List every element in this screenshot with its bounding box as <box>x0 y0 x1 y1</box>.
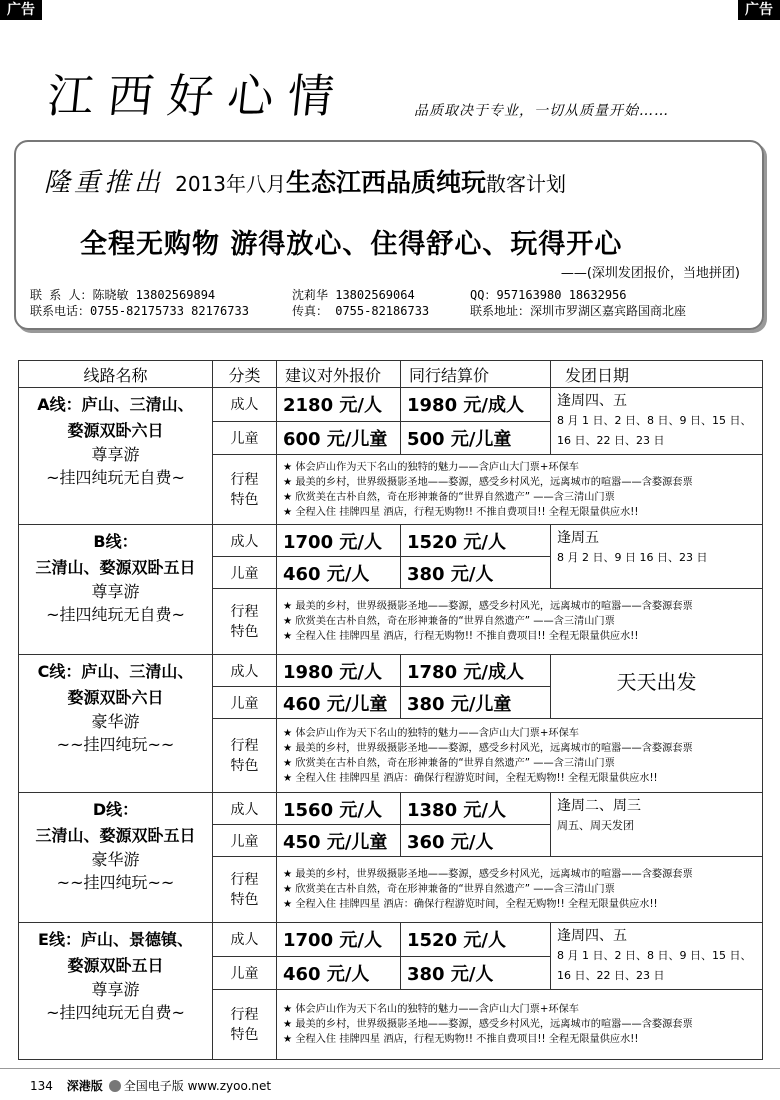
promo-suffix: 散客计划 <box>486 172 567 196</box>
promo-year: 2013年八月 <box>175 172 287 196</box>
child-retail-price: 460 元/人 <box>277 557 401 589</box>
feature-item: ★ 最美的乡村，世界级摄影圣地——婺源，感受乡村风光，远离城市的喧嚣——含婺源套票 <box>283 601 693 612</box>
adult-settle-price: 1980 元/成人 <box>401 388 551 422</box>
feature-label-text: 行程 特色 <box>230 603 259 640</box>
feature-item: ★ 最美的乡村，世界级摄影圣地——婺源，感受乡村风光，远离城市的喧嚣——含婺源套票 <box>283 742 693 754</box>
route-row-adult <box>19 793 763 825</box>
category-child: 儿童 <box>213 687 277 719</box>
promo-title: 生态江西品质纯玩 <box>286 168 487 197</box>
feature-list <box>277 589 763 655</box>
contact-fax: 传真： 0755-82186733 <box>292 304 430 318</box>
feature-item: ★ 欣赏美在古朴自然，奇在形神兼备的“世界自然遗产” ——含三清山门票 <box>283 757 615 769</box>
contact-phone: 联系电话：0755-82175733 82176733 <box>30 304 249 318</box>
feature-item: ★ 体会庐山作为天下名山的独特的魅力——含庐山大门票+环保车 <box>283 1004 579 1015</box>
feature-item: ★ 全程入住 挂牌四星 酒店，行程无购物!! 不推自费项目!! 全程无限量供应水!! <box>283 506 639 518</box>
feature-item: ★ 体会庐山作为天下名山的独特的魅力——含庐山大门票+环保车 <box>283 461 579 473</box>
feature-label-text: 行程 特色 <box>230 1006 259 1043</box>
departure-cell <box>551 923 763 990</box>
departure-dates: 8 月 1 日、2 日、8 日、9 日、15 日、16 日、22 日、23 日 <box>557 414 752 447</box>
feature-item: ★ 体会庐山作为天下名山的独特的魅力——含庐山大门票+环保车 <box>283 727 579 739</box>
feature-list <box>277 455 763 525</box>
promo-headline: 全程无购物 游得放心、住得舒心、玩得开心 <box>80 229 623 260</box>
route-row-adult <box>19 655 763 687</box>
feature-label <box>213 857 277 923</box>
feature-item: ★ 最美的乡村，世界级摄影圣地——婺源，感受乡村风光，远离城市的喧嚣——含婺源套票 <box>283 1019 693 1030</box>
departure-cell <box>551 388 763 455</box>
category-adult: 成人 <box>213 388 277 422</box>
category-adult: 成人 <box>213 923 277 957</box>
category-child: 儿童 <box>213 956 277 990</box>
route-type: 豪华游 <box>91 712 140 731</box>
category-child: 儿童 <box>213 825 277 857</box>
route-tagline: ~挂四纯玩无自费~ <box>46 468 185 487</box>
adult-settle-price: 1780 元/成人 <box>401 655 551 687</box>
logo-icon <box>109 1080 121 1092</box>
route-type: 尊享游 <box>91 445 140 464</box>
header-route: 线路名称 <box>19 361 213 388</box>
feature-item: ★ 全程入住 挂牌四星 酒店，行程无购物!! 不推自费项目!! 全程无限量供应水!! <box>283 1034 639 1045</box>
route-tagline: ~挂四纯玩无自费~ <box>46 1003 185 1022</box>
departure-dates: 8 月 1 日、2 日、8 日、9 日、15 日、16 日、22 日、23 日 <box>557 949 752 982</box>
promo-box <box>14 140 764 330</box>
feature-label <box>213 990 277 1060</box>
feature-label <box>213 589 277 655</box>
feature-item: ★ 全程入住 挂牌四星 酒店，行程无购物!! 不推自费项目!! 全程无限量供应水!! <box>283 631 639 642</box>
ad-tag-left: 广告 <box>0 0 42 20</box>
adult-settle-price: 1520 元/人 <box>401 525 551 557</box>
feature-label-text: 行程 特色 <box>230 737 259 774</box>
footer-divider <box>0 1068 780 1069</box>
feature-item: ★ 全程入住 挂牌四星 酒店：确保行程游览时间，全程无购物!! 全程无限量供应水!! <box>283 899 658 910</box>
category-child: 儿童 <box>213 421 277 455</box>
route-name-cell <box>19 388 213 525</box>
departure-cell <box>551 793 763 857</box>
feature-label <box>213 455 277 525</box>
adult-retail-price: 2180 元/人 <box>277 388 401 422</box>
child-retail-price: 460 元/人 <box>277 956 401 990</box>
route-name-cell <box>19 793 213 923</box>
feature-item: ★ 最美的乡村，世界级摄影圣地——婺源，感受乡村风光，远离城市的喧嚣——含婺源套票 <box>283 869 693 880</box>
header-departure: 发团日期 <box>551 361 763 388</box>
edition-label: 深港版 <box>66 1079 103 1093</box>
table-header-row <box>19 361 763 388</box>
child-retail-price: 460 元/儿童 <box>277 687 401 719</box>
adult-retail-price: 1560 元/人 <box>277 793 401 825</box>
header-settle-price: 同行结算价 <box>401 361 551 388</box>
child-retail-price: 600 元/儿童 <box>277 421 401 455</box>
route-name: B线： 三清山、婺源双卧五日 <box>35 532 196 577</box>
page-footer <box>30 1077 271 1094</box>
route-tagline: ~~挂四纯玩~~ <box>56 873 175 892</box>
route-row-adult <box>19 923 763 957</box>
route-type: 豪华游 <box>91 850 140 869</box>
child-settle-price: 380 元/人 <box>401 557 551 589</box>
departure-days: 逢周五 <box>557 530 599 546</box>
route-name-cell <box>19 655 213 793</box>
child-settle-price: 500 元/儿童 <box>401 421 551 455</box>
contact-qq: QQ：957163980 18632956 <box>470 288 627 302</box>
category-adult: 成人 <box>213 793 277 825</box>
feature-list <box>277 990 763 1060</box>
route-name-cell <box>19 923 213 1060</box>
contact-person-1: 联 系 人：陈晓敏 13802569894 <box>30 288 216 302</box>
child-settle-price: 380 元/儿童 <box>401 687 551 719</box>
promo-lead: 隆重推出 <box>44 168 165 198</box>
feature-item: ★ 欣赏美在古朴自然，奇在形神兼备的“世界自然遗产” ——含三清山门票 <box>283 491 615 503</box>
feature-item: ★ 欣赏美在古朴自然，奇在形神兼备的“世界自然遗产” ——含三清山门票 <box>283 884 615 895</box>
adult-retail-price: 1980 元/人 <box>277 655 401 687</box>
feature-label-text: 行程 特色 <box>230 871 259 908</box>
header-retail-price: 建议对外报价 <box>277 361 401 388</box>
category-child: 儿童 <box>213 557 277 589</box>
feature-item: ★ 最美的乡村，世界级摄影圣地——婺源，感受乡村风光，远离城市的喧嚣——含婺源套票 <box>283 476 693 488</box>
route-tagline: ~挂四纯玩无自费~ <box>46 605 185 624</box>
child-retail-price: 450 元/儿童 <box>277 825 401 857</box>
departure-days: 逢周四、五 <box>557 928 627 944</box>
footer-site: 全国电子版 www.zyoo.net <box>123 1079 272 1093</box>
brand-slogan: 品质取决于专业，一切从质量开始…… <box>414 103 669 119</box>
child-settle-price: 380 元/人 <box>401 956 551 990</box>
departure-dates: 周五、周天发团 <box>557 819 634 832</box>
departure-dates: 天天出发 <box>616 670 697 694</box>
adult-retail-price: 1700 元/人 <box>277 525 401 557</box>
header-category: 分类 <box>213 361 277 388</box>
route-row-adult <box>19 525 763 557</box>
route-name: E线：庐山、景德镇、 婺源双卧五日 <box>38 930 193 975</box>
feature-list <box>277 857 763 923</box>
child-settle-price: 360 元/人 <box>401 825 551 857</box>
departure-days: 逢周四、五 <box>557 393 627 409</box>
route-tagline: ~~挂四纯玩~~ <box>56 735 175 754</box>
contact-person-2: 沈莉华 13802569064 <box>292 288 415 302</box>
promo-note: ——(深圳发团报价，当地拼团) <box>560 266 740 281</box>
departure-cell <box>551 655 763 719</box>
route-name: A线：庐山、三清山、 婺源双卧六日 <box>37 395 194 440</box>
adult-retail-price: 1700 元/人 <box>277 923 401 957</box>
promo-title-line <box>44 162 566 199</box>
category-adult: 成人 <box>213 655 277 687</box>
route-type: 尊享游 <box>91 582 140 601</box>
contact-address: 联系地址：深圳市罗湖区嘉宾路国商北座 <box>470 304 687 318</box>
ad-tag-right: 广告 <box>738 0 780 20</box>
adult-settle-price: 1520 元/人 <box>401 923 551 957</box>
route-name-cell <box>19 525 213 655</box>
feature-item: ★ 欣赏美在古朴自然，奇在形神兼备的“世界自然遗产” ——含三清山门票 <box>283 616 615 627</box>
route-name: C线：庐山、三清山、 婺源双卧六日 <box>37 662 194 707</box>
adult-settle-price: 1380 元/人 <box>401 793 551 825</box>
page-number: 134 <box>30 1079 53 1093</box>
departure-days: 逢周二、周三 <box>557 798 641 814</box>
departure-cell <box>551 525 763 589</box>
route-row-adult <box>19 388 763 422</box>
brand-title: 江西好心情 <box>44 69 351 123</box>
route-type: 尊享游 <box>91 980 140 999</box>
feature-item: ★ 全程入住 挂牌四星 酒店：确保行程游览时间，全程无购物!! 全程无限量供应水!! <box>283 772 658 784</box>
category-adult: 成人 <box>213 525 277 557</box>
route-price-table <box>18 360 763 1060</box>
route-name: D线： 三清山、婺源双卧五日 <box>35 800 196 845</box>
departure-dates: 8 月 2 日、9 日 16 日、23 日 <box>557 551 708 564</box>
feature-list <box>277 719 763 793</box>
feature-label <box>213 719 277 793</box>
feature-label-text: 行程 特色 <box>230 471 259 508</box>
